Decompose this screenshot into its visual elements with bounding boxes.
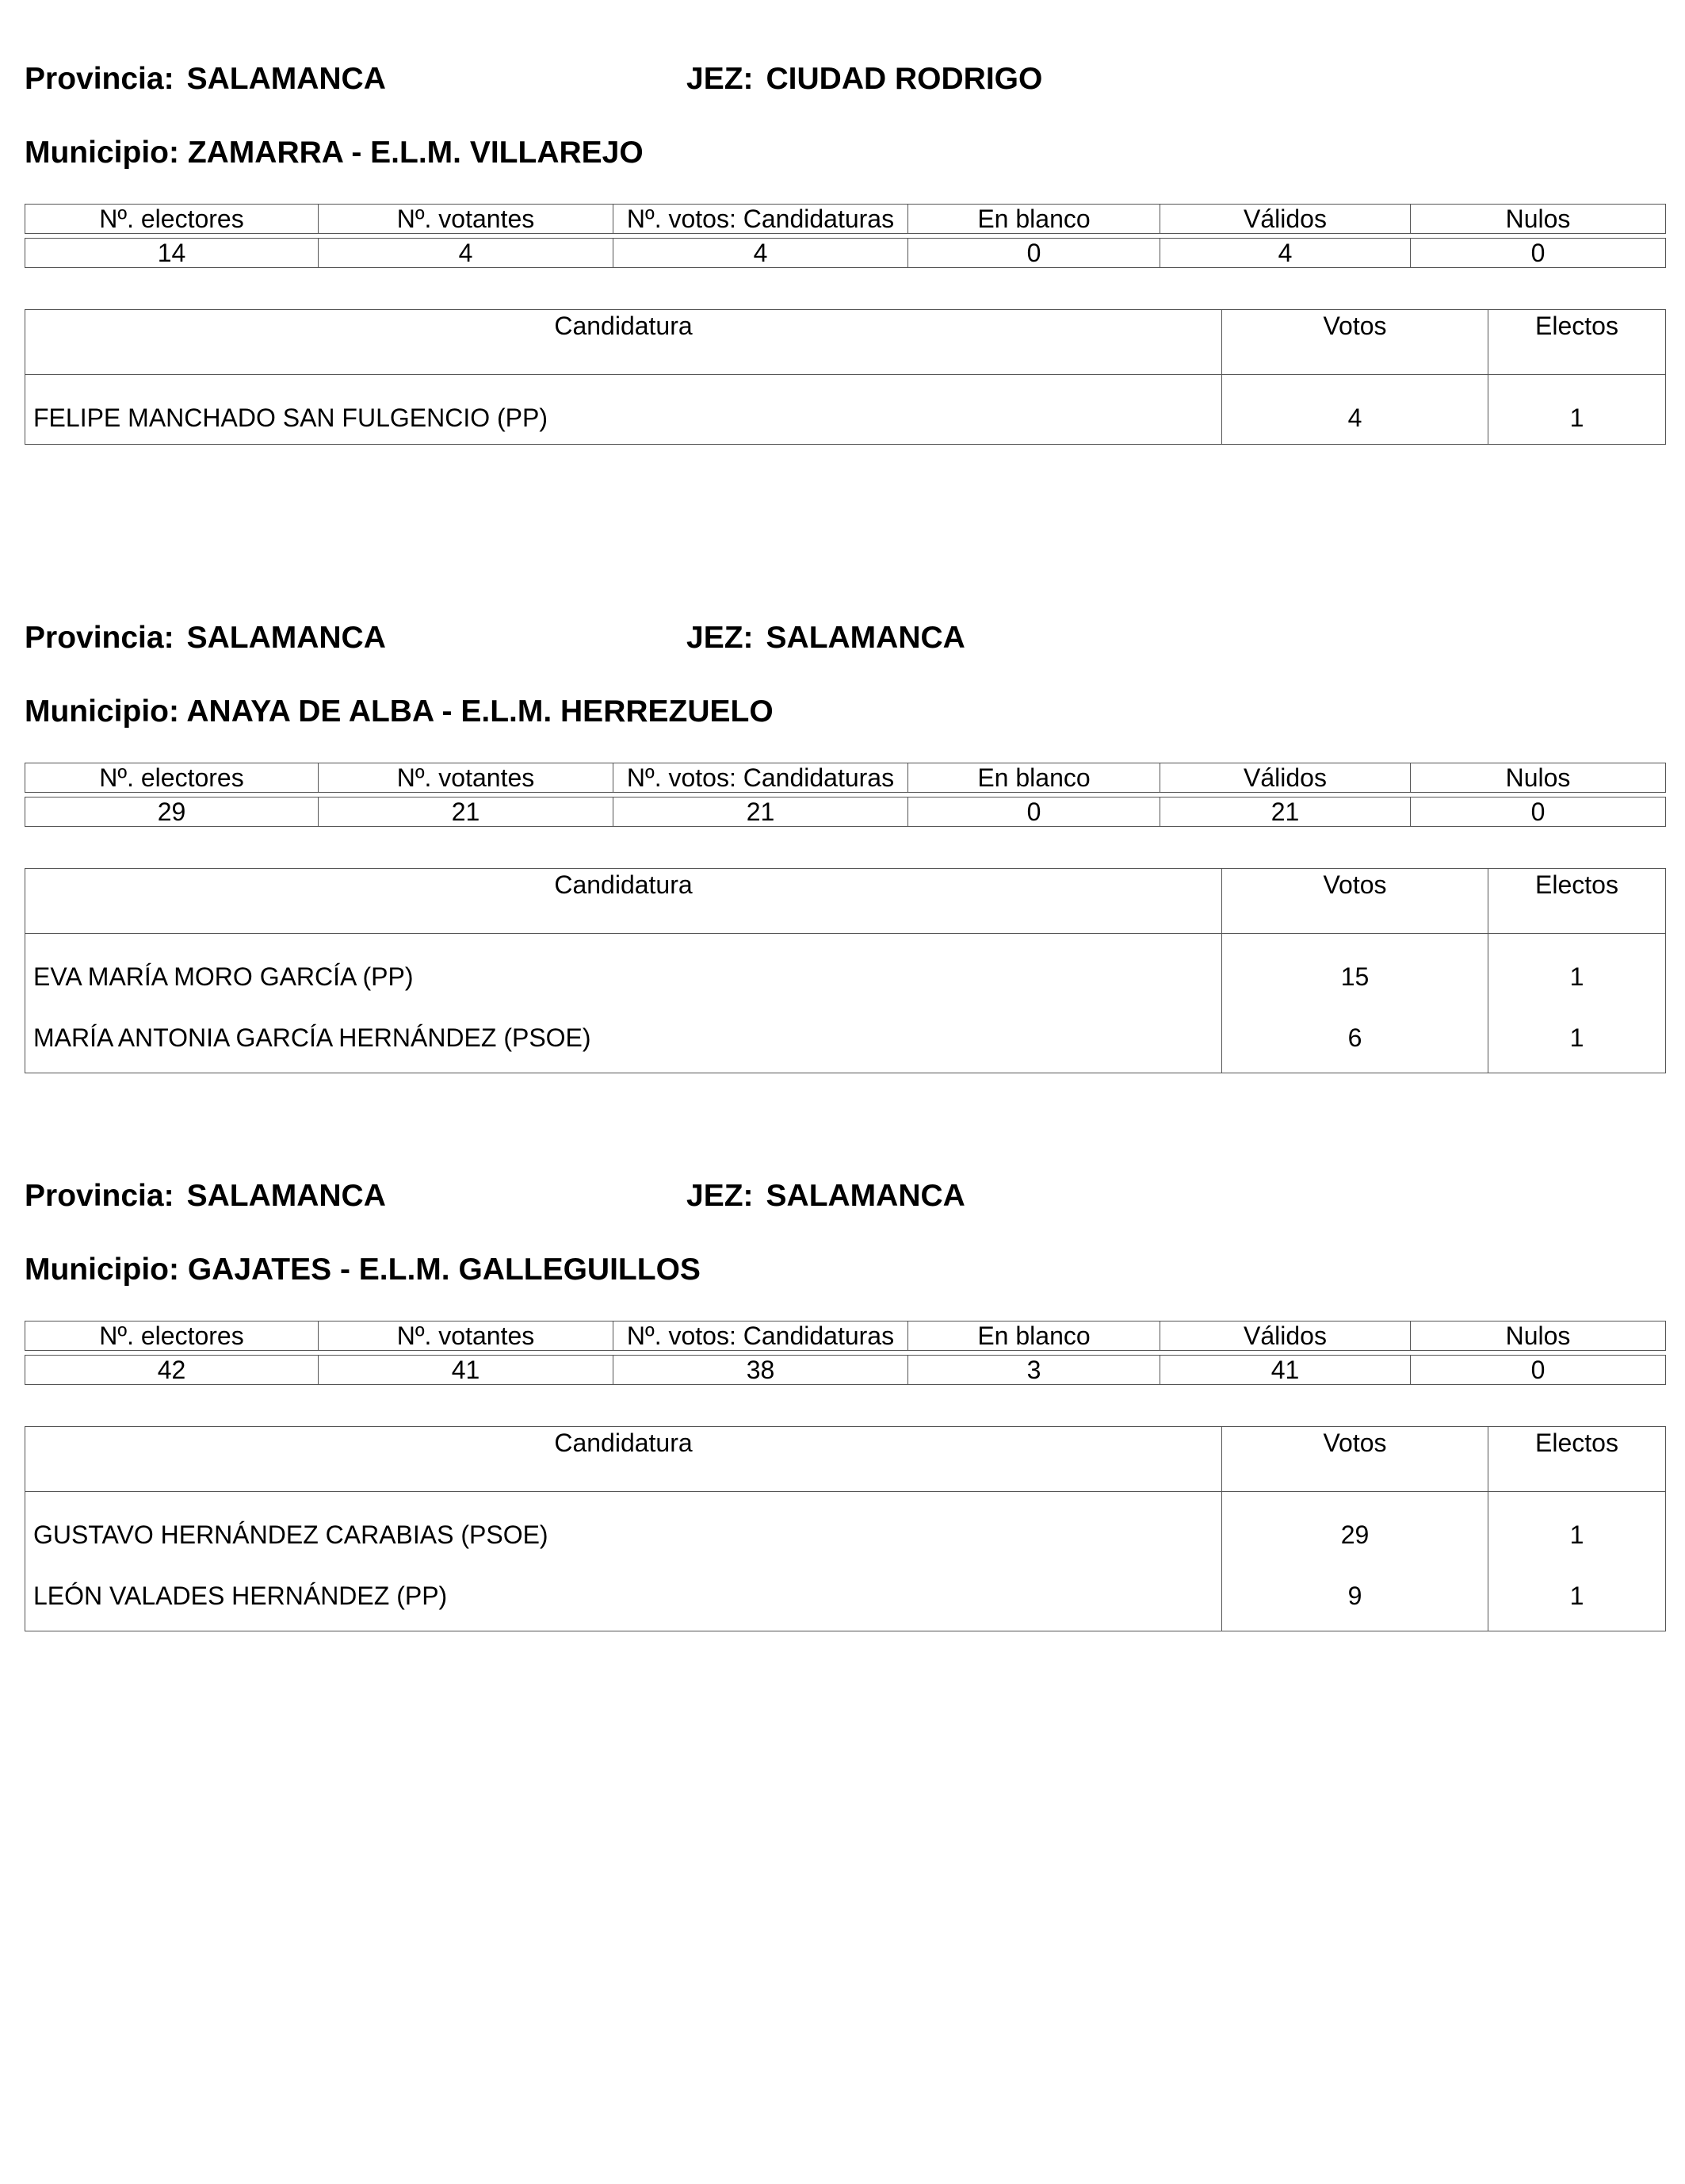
- candidatura-header: Candidatura: [25, 1427, 1222, 1492]
- stats-value: 0: [1411, 797, 1666, 827]
- municipio-line: [25, 688, 774, 736]
- provincia-value: SALAMANCA: [186, 62, 386, 96]
- stats-value: 4: [1160, 239, 1411, 268]
- stats-header: Nº. votos: Candidaturas: [613, 763, 908, 793]
- stats-value: 0: [908, 239, 1160, 268]
- candidate-row: [25, 1492, 1666, 1562]
- provincia-line: [25, 1172, 386, 1220]
- provincia-label: Provincia:: [25, 62, 174, 96]
- votos-header: Votos: [1222, 869, 1488, 934]
- stats-value: 38: [613, 1356, 908, 1385]
- provincia-value: SALAMANCA: [186, 621, 386, 655]
- candidate-row: [25, 1561, 1666, 1631]
- candidates-header-row: [25, 869, 1666, 934]
- provincia-line: [25, 55, 386, 103]
- stats-table: [25, 204, 1666, 268]
- votos-header: Votos: [1222, 310, 1488, 375]
- stats-value: 0: [1411, 1356, 1666, 1385]
- stats-header: Nulos: [1411, 763, 1666, 793]
- stats-header: Nº. electores: [25, 205, 319, 234]
- provincia-value: SALAMANCA: [186, 1179, 386, 1213]
- stats-value: 21: [319, 797, 613, 827]
- candidates-table: [25, 1426, 1666, 1631]
- candidate-votos: 9: [1222, 1561, 1488, 1631]
- votos-header: Votos: [1222, 1427, 1488, 1492]
- jez-value: CIUDAD RODRIGO: [766, 62, 1043, 96]
- provincia-label: Provincia:: [25, 621, 174, 655]
- stats-header: Nº. electores: [25, 1321, 319, 1351]
- stats-value: 3: [908, 1356, 1160, 1385]
- municipio-value: GAJATES - E.L.M. GALLEGUILLOS: [187, 1253, 701, 1287]
- candidate-name: MARÍA ANTONIA GARCÍA HERNÁNDEZ (PSOE): [25, 1003, 1222, 1073]
- candidate-votos: 4: [1222, 375, 1488, 445]
- stats-header: Nº. electores: [25, 763, 319, 793]
- candidate-electos: 1: [1488, 1492, 1666, 1562]
- candidate-electos: 1: [1488, 1561, 1666, 1631]
- candidate-votos: 6: [1222, 1003, 1488, 1073]
- candidate-name: LEÓN VALADES HERNÁNDEZ (PP): [25, 1561, 1222, 1631]
- candidate-votos: 15: [1222, 934, 1488, 1004]
- stats-value: 21: [1160, 797, 1411, 827]
- stats-header: Válidos: [1160, 205, 1411, 234]
- municipio-label: Municipio:: [25, 136, 179, 170]
- electos-header: Electos: [1488, 869, 1666, 934]
- candidate-row: [25, 934, 1666, 1004]
- municipio-label: Municipio:: [25, 694, 179, 729]
- candidatura-header: Candidatura: [25, 869, 1222, 934]
- stats-header-row: [25, 1321, 1666, 1351]
- municipio-line: [25, 129, 644, 177]
- stats-value: 21: [613, 797, 908, 827]
- electos-header: Electos: [1488, 1427, 1666, 1492]
- stats-value: 41: [319, 1356, 613, 1385]
- stats-table: [25, 763, 1666, 827]
- candidate-electos: 1: [1488, 1003, 1666, 1073]
- municipio-label: Municipio:: [25, 1253, 179, 1287]
- jez-label: JEZ:: [686, 621, 754, 655]
- stats-table: [25, 1321, 1666, 1385]
- stats-header-row: [25, 205, 1666, 234]
- stats-header-row: [25, 763, 1666, 793]
- stats-header: Nº. votantes: [319, 1321, 613, 1351]
- candidate-name: GUSTAVO HERNÁNDEZ CARABIAS (PSOE): [25, 1492, 1222, 1562]
- stats-header: Nº. votos: Candidaturas: [613, 1321, 908, 1351]
- stats-value-row: [25, 1356, 1666, 1385]
- stats-header: Válidos: [1160, 763, 1411, 793]
- stats-header: Nulos: [1411, 205, 1666, 234]
- stats-header: Nº. votantes: [319, 763, 613, 793]
- municipio-line: [25, 1246, 701, 1294]
- provincia-line: [25, 614, 386, 662]
- stats-value: 29: [25, 797, 319, 827]
- jez-line: [686, 614, 965, 662]
- municipio-value: ZAMARRA - E.L.M. VILLAREJO: [187, 136, 644, 170]
- stats-header: En blanco: [908, 1321, 1160, 1351]
- candidate-electos: 1: [1488, 934, 1666, 1004]
- stats-value: 14: [25, 239, 319, 268]
- stats-header: En blanco: [908, 205, 1160, 234]
- candidates-header-row: [25, 310, 1666, 375]
- candidate-votos: 29: [1222, 1492, 1488, 1562]
- jez-label: JEZ:: [686, 1179, 754, 1213]
- candidate-name: FELIPE MANCHADO SAN FULGENCIO (PP): [25, 375, 1222, 445]
- stats-value: 0: [1411, 239, 1666, 268]
- stats-value-row: [25, 239, 1666, 268]
- electos-header: Electos: [1488, 310, 1666, 375]
- stats-value: 4: [319, 239, 613, 268]
- candidates-header-row: [25, 1427, 1666, 1492]
- jez-line: [686, 1172, 965, 1220]
- stats-value: 0: [908, 797, 1160, 827]
- jez-label: JEZ:: [686, 62, 754, 96]
- provincia-label: Provincia:: [25, 1179, 174, 1213]
- candidate-row: [25, 375, 1666, 445]
- candidate-name: EVA MARÍA MORO GARCÍA (PP): [25, 934, 1222, 1004]
- stats-value-row: [25, 797, 1666, 827]
- stats-header: Nº. votantes: [319, 205, 613, 234]
- jez-line: [686, 55, 1042, 103]
- candidate-electos: 1: [1488, 375, 1666, 445]
- candidates-table: [25, 868, 1666, 1073]
- municipio-value: ANAYA DE ALBA - E.L.M. HERREZUELO: [186, 694, 774, 729]
- stats-header: En blanco: [908, 763, 1160, 793]
- stats-value: 4: [613, 239, 908, 268]
- stats-header: Válidos: [1160, 1321, 1411, 1351]
- candidates-table: [25, 309, 1666, 445]
- candidate-row: [25, 1003, 1666, 1073]
- jez-value: SALAMANCA: [766, 621, 965, 655]
- stats-header: Nº. votos: Candidaturas: [613, 205, 908, 234]
- stats-value: 41: [1160, 1356, 1411, 1385]
- stats-value: 42: [25, 1356, 319, 1385]
- jez-value: SALAMANCA: [766, 1179, 965, 1213]
- stats-header: Nulos: [1411, 1321, 1666, 1351]
- candidatura-header: Candidatura: [25, 310, 1222, 375]
